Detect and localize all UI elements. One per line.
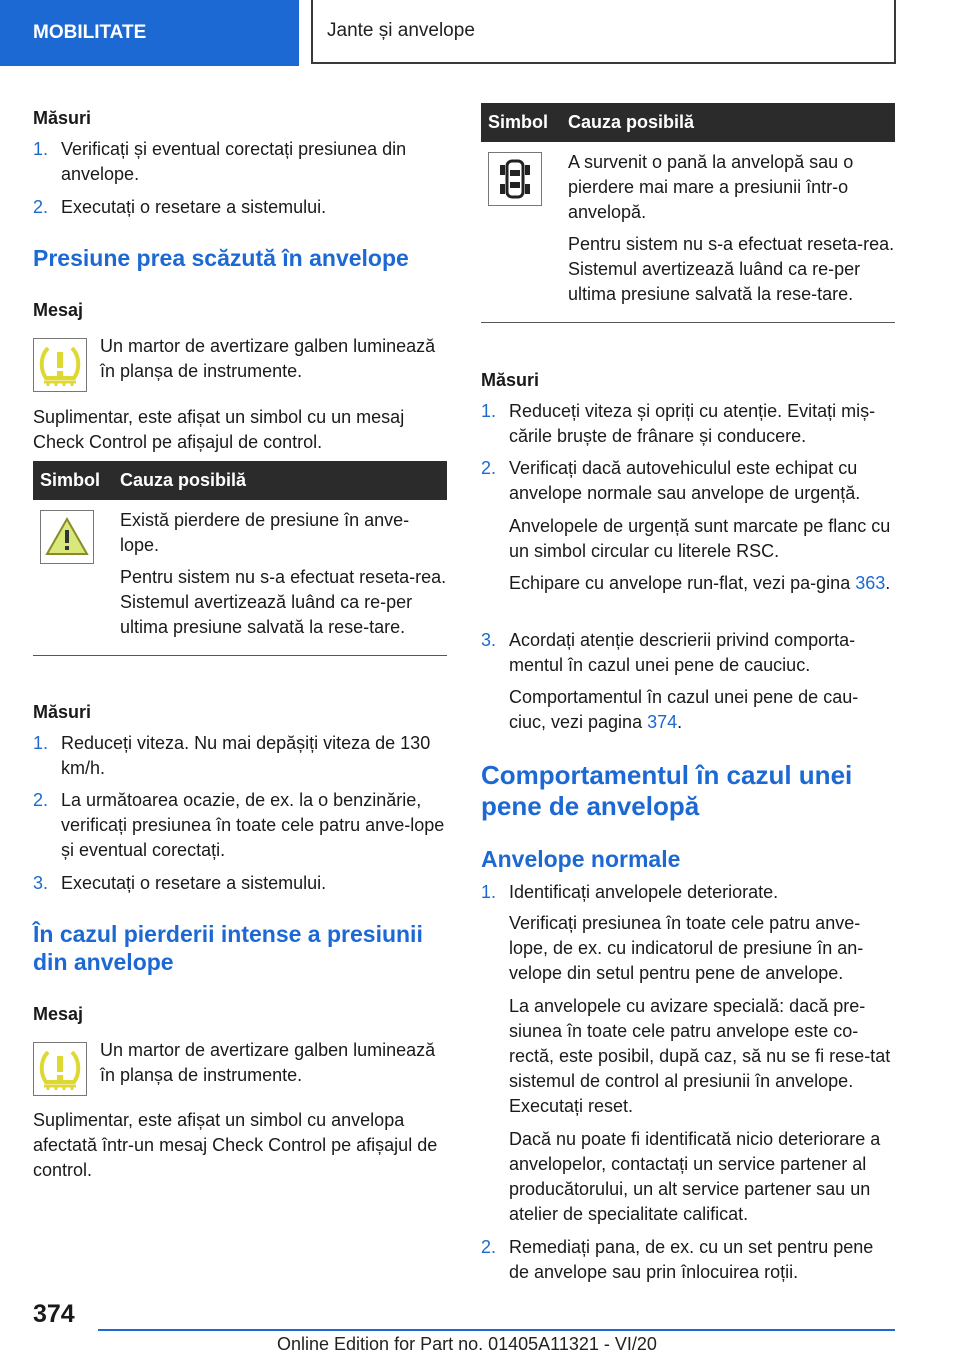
column-header-symbol: Simbol xyxy=(488,112,549,132)
list-subparagraph: Anvelopele de urgență sunt marcate pe flanc cu un simbol circular cu literele RSC. xyxy=(509,516,891,561)
list-number: 3. xyxy=(481,630,497,650)
heading-normal-tires: Anvelope normale xyxy=(481,846,681,872)
heading-intense-loss: În cazul pierderii intense a presiunii din anvelope xyxy=(33,921,423,975)
list-subparagraph: Verificați presiunea în toate cele patru anve-lope, de ex. cu indicatorul de presiune în an-velope din setul pentru pene de anvelope. xyxy=(509,913,864,983)
list-text: Remediați pana, de ex. cu un set pentru pene de anvelope sau prin înlocuirea roții. xyxy=(509,1237,874,1282)
footer-divider xyxy=(98,1329,895,1331)
column-header-cause: Cauza posibilă xyxy=(568,112,695,132)
column-header-symbol: Simbol xyxy=(40,470,101,490)
list-item xyxy=(33,871,447,896)
page-link-374[interactable]: 374 xyxy=(647,712,678,732)
list-text: La următoarea ocazie, de ex. la o benzinărie, verificați presiunea în toate cele patru anve-lope și eventual corectați. xyxy=(61,790,445,860)
list-text: Acordați atenție descrierii privind comporta-mentul în cazul unei pene de cauciuc. xyxy=(509,630,856,675)
symbol-table xyxy=(481,103,895,323)
table-row xyxy=(33,500,447,656)
cause-text: A survenit o pană la anvelopă sau o pierdere mai mare a presiunii într-o anvelopă. xyxy=(568,152,854,222)
list-item xyxy=(481,628,895,678)
cause-text: Există pierdere de presiune în anve-lope. xyxy=(120,510,410,555)
list-number: 2. xyxy=(481,458,497,478)
masuri-label: Măsuri xyxy=(33,108,92,128)
text: . xyxy=(885,573,891,593)
list-subparagraph xyxy=(481,571,895,596)
mesaj-label: Mesaj xyxy=(33,300,84,320)
list-text: Verificați și eventual corectați presiunea din anvelope. xyxy=(61,139,407,184)
list-number: 1. xyxy=(33,139,49,159)
tire-pressure-warning-icon xyxy=(33,338,87,392)
warning-triangle-icon xyxy=(40,510,94,564)
text: . xyxy=(677,712,683,732)
column-header-cause: Cauza posibilă xyxy=(120,470,247,490)
list-item xyxy=(481,1235,895,1285)
list-text: Executați o resetare a sistemului. xyxy=(61,197,327,217)
table-header xyxy=(481,103,895,142)
list-item xyxy=(33,195,447,220)
cause-text: Pentru sistem nu s-a efectuat reseta-rea. Sistemul avertizează luând ca re-per ultima presiune salvată la rese-tare. xyxy=(120,567,447,637)
list-subparagraph: La anvelopele cu avizare specială: dacă pre-siunea în toate cele patru anvelope este co-rectă, este posibil, după caz, să nu se fi rese-tat sistemul de control al presiunii în anvelope. Executați reset. xyxy=(509,996,891,1116)
list-number: 3. xyxy=(33,873,49,893)
mesaj-text: Un martor de avertizare galben luminează în planșa de instrumente. xyxy=(100,1040,436,1085)
list-text: Reduceți viteza. Nu mai depășiți viteza de 130 km/h. xyxy=(61,733,431,778)
list-item xyxy=(481,456,895,506)
list-number: 1. xyxy=(481,882,497,902)
table-row xyxy=(481,142,895,323)
list-text: Executați o resetare a sistemului. xyxy=(61,873,327,893)
edition-footer: Online Edition for Part no. 01405A11321 - VI/20 xyxy=(277,1334,657,1354)
list-item xyxy=(33,731,447,781)
text: Comportamentul în cazul unei pene de cau-ciuc, vezi pagina xyxy=(509,687,859,732)
paragraph: Suplimentar, este afișat un simbol cu anvelopa afectată într-un mesaj Check Control pe afișajul de control. xyxy=(33,1110,438,1180)
heading-low-pressure: Presiune prea scăzută în anvelope xyxy=(33,245,409,271)
list-number: 1. xyxy=(481,401,497,421)
list-item xyxy=(481,399,895,449)
list-number: 2. xyxy=(33,790,49,810)
list-subparagraph: Dacă nu poate fi identificată nicio deteriorare a anvelopelor, contactați un service partener al producătorului, un alt service partener sau un atelier de specialitate calificat. xyxy=(509,1129,881,1224)
heading-flat-tire-behavior: Comportamentul în cazul unei pene de anvelopă xyxy=(481,760,853,821)
tire-pressure-warning-icon xyxy=(33,1042,87,1096)
list-text: Identificați anvelopele deteriorate. xyxy=(509,882,779,902)
cause-text: Pentru sistem nu s-a efectuat reseta-rea. Sistemul avertizează luând ca re-per ultima presiune salvată la rese-tare. xyxy=(568,234,895,304)
table-header xyxy=(33,461,447,500)
list-item xyxy=(33,788,447,863)
list-item xyxy=(481,880,895,905)
list-text: Verificați dacă autovehiculul este echipat cu anvelope normale sau anvelope de urgență. xyxy=(509,458,861,503)
list-subparagraph xyxy=(481,685,895,735)
list-number: 2. xyxy=(481,1237,497,1257)
masuri-label: Măsuri xyxy=(481,370,540,390)
mesaj-text: Un martor de avertizare galben luminează în planșa de instrumente. xyxy=(100,336,436,381)
chapter-title: Jante și anvelope xyxy=(311,0,896,64)
mesaj-label: Mesaj xyxy=(33,1004,84,1024)
list-number: 2. xyxy=(33,197,49,217)
car-tire-icon xyxy=(488,152,542,206)
symbol-table xyxy=(33,461,447,656)
section-tab: MOBILITATE xyxy=(0,0,299,66)
list-text: Reduceți viteza și opriți cu atenție. Evitați miș-cările bruște de frânare și conducere. xyxy=(509,401,876,446)
list-item xyxy=(33,137,447,187)
paragraph: Suplimentar, este afișat un simbol cu un mesaj Check Control pe afișajul de control. xyxy=(33,407,405,452)
list-number: 1. xyxy=(33,733,49,753)
page-number: 374 xyxy=(33,1300,75,1328)
masuri-label: Măsuri xyxy=(33,702,92,722)
text: Echipare cu anvelope run-flat, vezi pa-gina xyxy=(509,573,856,593)
page-link-363[interactable]: 363 xyxy=(855,573,886,593)
